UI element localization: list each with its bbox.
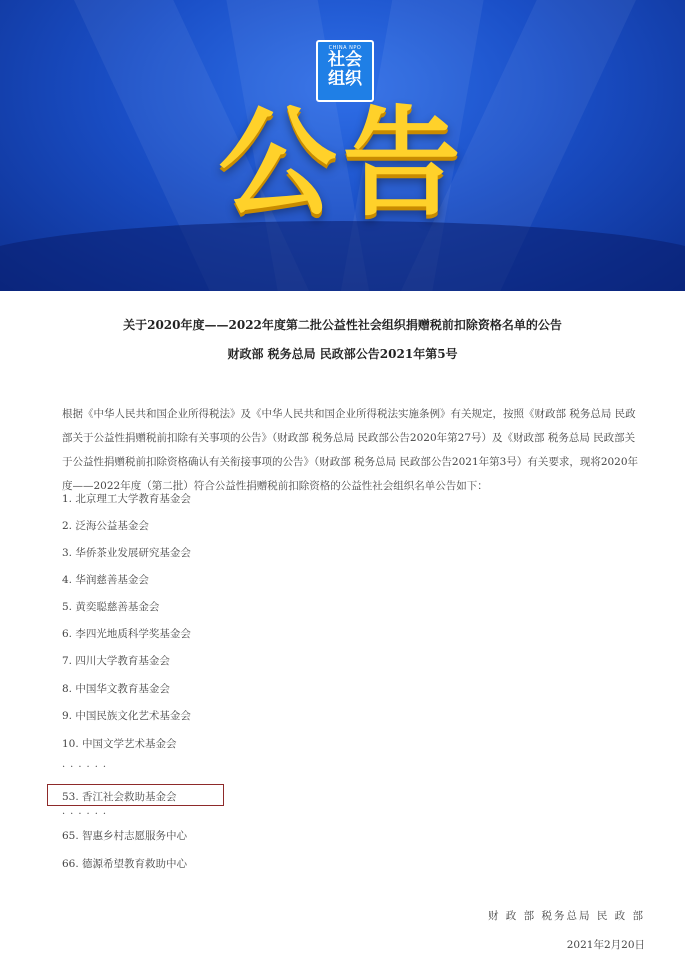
announcement-banner — [0, 0, 685, 291]
banner-title: 公告 — [218, 94, 467, 232]
highlighted-list-item: 53. 香江社会救助基金会 — [62, 791, 177, 803]
china-npo-logo — [316, 40, 374, 102]
list-item: 1. 北京理工大学教育基金会 — [62, 493, 191, 505]
logo-line-2: 组织 — [328, 69, 362, 89]
list-item: 7. 四川大学教育基金会 — [62, 655, 170, 667]
list-item: 10. 中国文学艺术基金会 — [62, 738, 177, 750]
logo-small-text: CHINA NPO — [328, 45, 362, 51]
document-date: 2021年2月20日 — [566, 939, 645, 951]
list-item: 9. 中国民族文化艺术基金会 — [62, 710, 191, 722]
list-item: 6. 李四光地质科学奖基金会 — [62, 628, 191, 640]
document-body: 根据《中华人民共和国企业所得税法》及《中华人民共和国企业所得税法实施条例》有关规定，按照《财政部 税务总局 民政部关于公益性捐赠税前扣除有关事项的公告》（财政部 税务总局 民政部公告2020年第27号）及《财政部 税务总局 民政部关于公益性捐赠税前扣除资格确认有关衔接事项的公告》（财政部 税务总局 民政部公告2021年第3号）有关要求，现将2020年度——2022年度（第二批）符合公益性捐赠税前扣除资格的公益性社会组织名单公告如下： — [62, 408, 639, 492]
logo-line-1: 社会 — [328, 50, 362, 70]
document-subtitle: 财政部 税务总局 民政部公告2021年第5号 — [227, 347, 458, 361]
list-item: 8. 中国华文教育基金会 — [62, 683, 170, 695]
list-item: 5. 黄奕聪慈善基金会 — [62, 601, 160, 613]
list-ellipsis: ······ — [62, 762, 112, 773]
list-item: 65. 智惠乡村志愿服务中心 — [62, 830, 188, 842]
list-item: 4. 华润慈善基金会 — [62, 574, 149, 586]
list-item: 66. 德源希望教育救助中心 — [62, 858, 188, 870]
list-item: 2. 泛海公益基金会 — [62, 520, 149, 532]
issuing-authorities: 财 政 部 税务总局 民 政 部 — [487, 910, 645, 922]
list-item: 3. 华侨茶业发展研究基金会 — [62, 547, 191, 559]
document-title: 关于2020年度——2022年度第二批公益性社会组织捐赠税前扣除资格名单的公告 — [123, 318, 562, 332]
list-ellipsis: ······ — [62, 809, 112, 820]
